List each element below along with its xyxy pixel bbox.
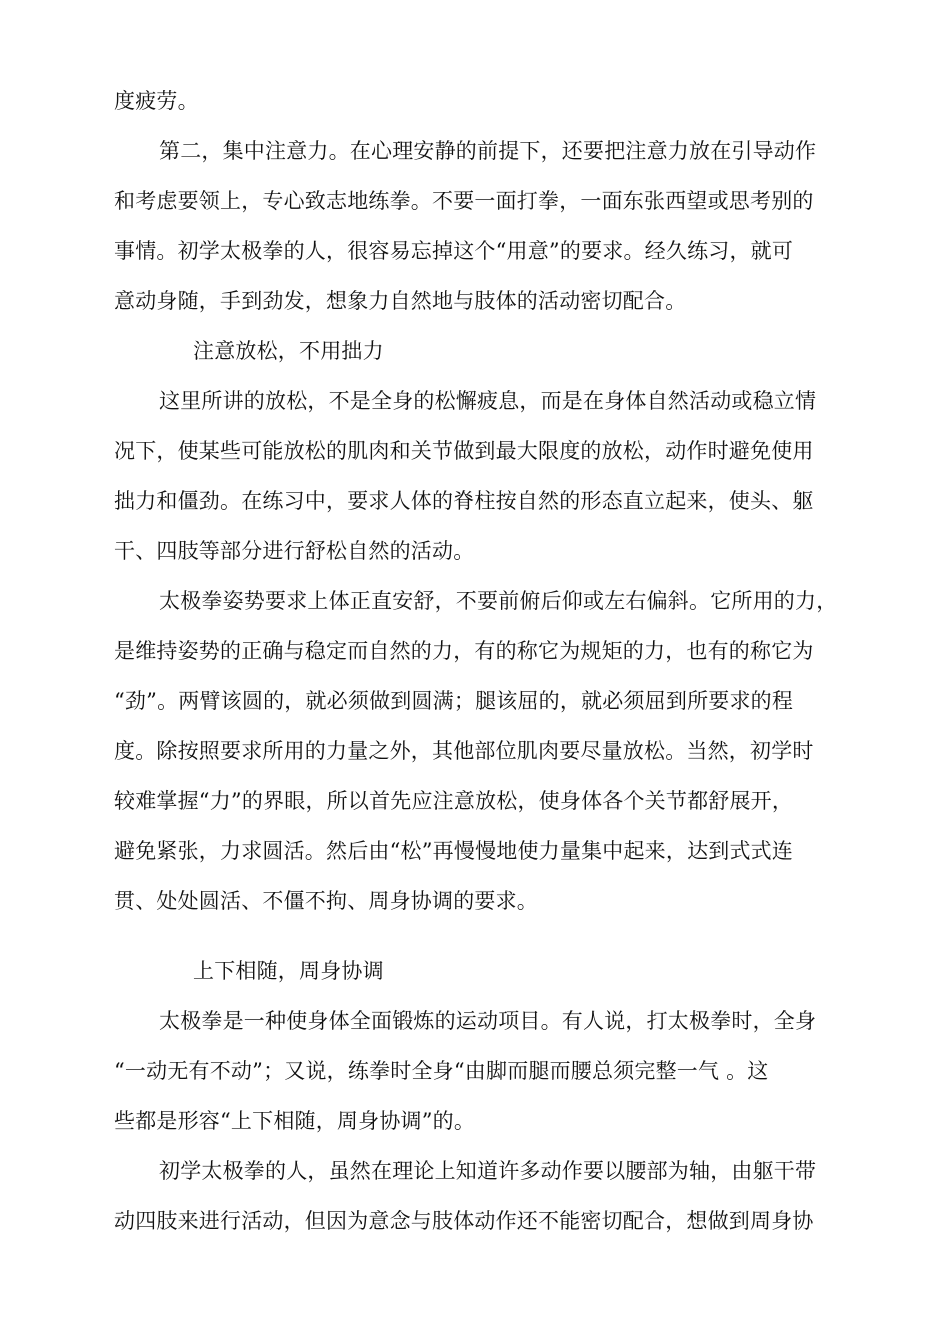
section-heading-relax: 注意放松，不用拙力 xyxy=(193,339,384,363)
text-line-23: 动四肢来进行活动，但因为意念与肢体动作还不能密切配合，想做到周身协 xyxy=(114,1209,814,1233)
text-line-20: “一动无有不动”；又说，练拳时全身“由脚而腿而腰总须完整一气 。这 xyxy=(114,1059,769,1083)
text-line-5: 意动身随，手到劲发，想象力自然地与肢体的活动密切配合。 xyxy=(114,289,687,313)
text-line-12: 是维持姿势的正确与稳定而自然的力，有的称它为规矩的力，也有的称它为 xyxy=(114,639,814,663)
text-line-13: “劲”。两臂该圆的，就必须做到圆满；腿该屈的，就必须屈到所要求的程 xyxy=(114,689,794,713)
section-heading-coordination: 上下相随，周身协调 xyxy=(193,959,384,983)
text-line-14: 度。除按照要求所用的力量之外，其他部位肌肉要尽量放松。当然，初学时 xyxy=(114,739,814,763)
text-line-2: 第二，集中注意力。在心理安静的前提下，还要把注意力放在引导动作 xyxy=(159,139,817,163)
text-line-17: 贯、处处圆活、不僵不拘、周身协调的要求。 xyxy=(114,889,538,913)
text-line-3: 和考虑要领上，专心致志地练拳。不要一面打拳，一面东张西望或思考别的 xyxy=(114,189,814,213)
text-line-21: 些都是形容“上下相随，周身协调”的。 xyxy=(114,1109,476,1133)
text-line-19: 太极拳是一种使身体全面锻炼的运动项目。有人说，打太极拳时，全身 xyxy=(159,1009,817,1033)
text-line-4: 事情。初学太极拳的人，很容易忘掉这个“用意”的要求。经久练习，就可 xyxy=(114,239,794,263)
text-line-11: 太极拳姿势要求上体正直安舒，不要前俯后仰或左右偏斜。它所用的力， xyxy=(159,589,838,613)
text-line-7: 这里所讲的放松，不是全身的松懈疲息，而是在身体自然活动或稳立情 xyxy=(159,389,817,413)
text-line-15: 较难掌握“力”的界眼，所以首先应注意放松，使身体各个关节都舒展开， xyxy=(114,789,794,813)
text-line-8: 况下，使某些可能放松的肌肉和关节做到最大限度的放松，动作时避免使用 xyxy=(114,439,814,463)
text-line-10: 干、四肢等部分进行舒松自然的活动。 xyxy=(114,539,475,563)
text-line-9: 拙力和僵劲。在练习中，要求人体的脊柱按自然的形态直立起来，使头、躯 xyxy=(114,489,814,513)
text-line-16: 避免紧张，力求圆活。然后由“松”再慢慢地使力量集中起来，达到式式连 xyxy=(114,839,794,863)
text-line-22: 初学太极拳的人，虽然在理论上知道许多动作要以腰部为轴，由躯干带 xyxy=(159,1159,817,1183)
text-line-1: 度疲劳。 xyxy=(114,89,199,113)
